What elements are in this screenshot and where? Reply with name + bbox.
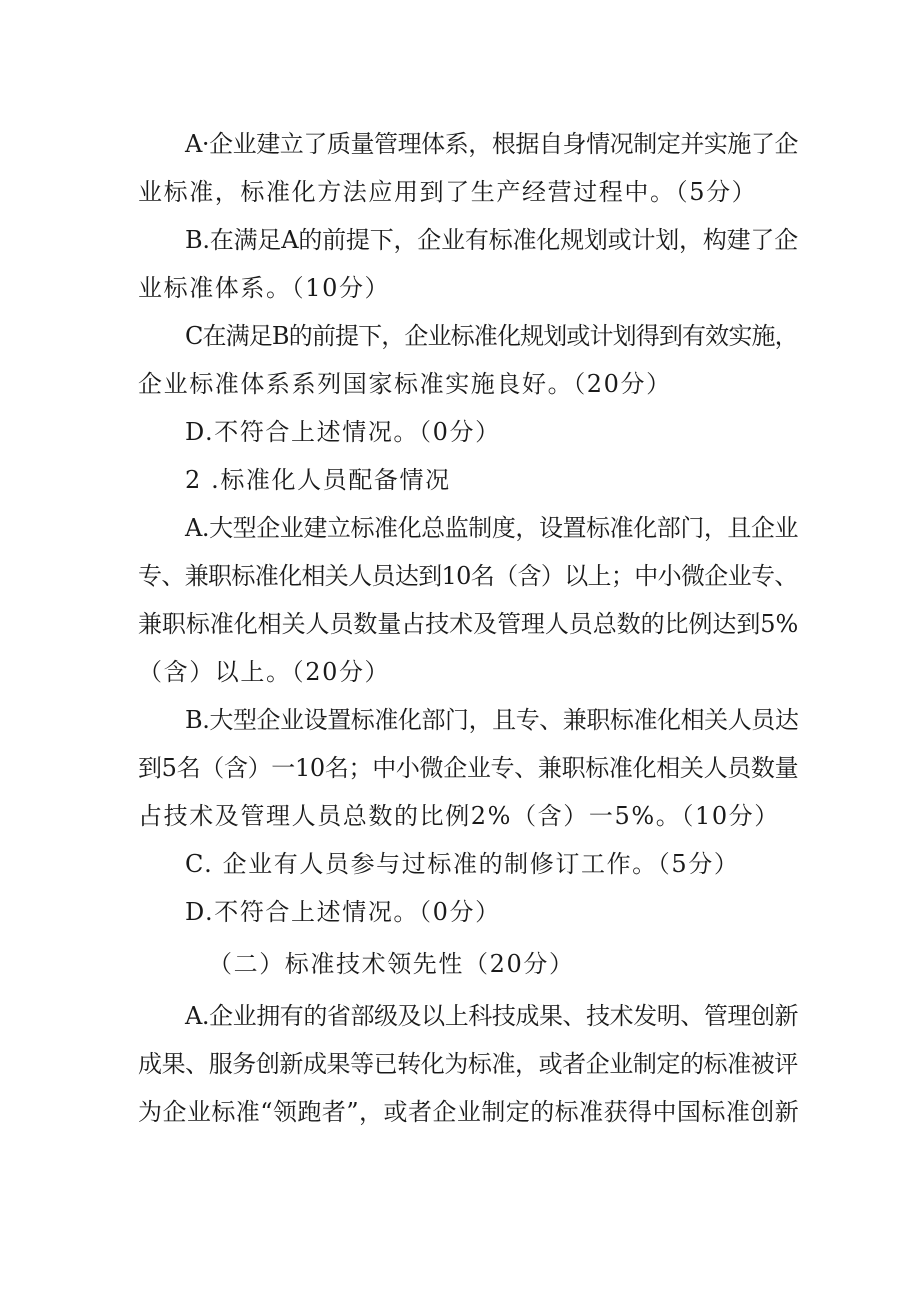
text-line: C在满足B的前提下，企业标准化规划或计划得到有效实施， [185, 322, 798, 350]
text-line: D.不符合上述情况。（0分） [185, 898, 501, 926]
text-line: （含）以上。（20分） [138, 658, 391, 686]
text-line: 专、兼职标准化相关人员达到10名（含）以上；中小微企业专、 [138, 562, 798, 590]
text-line: 到5名（含）一10名；中小微企业专、兼职标准化相关人员数量 [138, 754, 799, 782]
text-line: A.大型企业建立标准化总监制度，设置标准化部门，且企业 [185, 514, 799, 542]
section-heading: 2 .标准化人员配备情况 [185, 466, 451, 494]
text-line: 占技术及管理人员总数的比例2%（含）一5%。（10分） [138, 802, 780, 830]
text-line: 企业标准体系系列国家标准实施良好。（20分） [138, 370, 672, 398]
text-line: 业标准体系。（10分） [138, 274, 391, 302]
text-line: D.不符合上述情况。（0分） [185, 418, 501, 446]
text-line: 业标准，标准化方法应用到了生产经营过程中。（5分） [138, 178, 758, 206]
text-line: B.大型企业设置标准化部门，且专、兼职标准化相关人员达 [185, 706, 799, 734]
text-line: C. 企业有人员参与过标准的制修订工作。（5分） [185, 850, 740, 878]
text-line: A·企业建立了质量管理体系，根据自身情况制定并实施了企 [185, 130, 799, 158]
text-line: B.在满足A的前提下，企业有标准化规划或计划，构建了企 [185, 226, 798, 254]
text-line: 为企业标准“领跑者”，或者企业制定的标准获得中国标准创新 [138, 1098, 800, 1126]
section-heading: （二）标准技术领先性（20分） [208, 950, 575, 978]
text-line: 成果、服务创新成果等已转化为标准，或者企业制定的标准被评 [138, 1050, 798, 1078]
text-line: A.企业拥有的省部级及以上科技成果、技术发明、管理创新 [185, 1002, 799, 1030]
text-line: 兼职标准化相关人员数量占技术及管理人员总数的比例达到5% [138, 610, 799, 638]
